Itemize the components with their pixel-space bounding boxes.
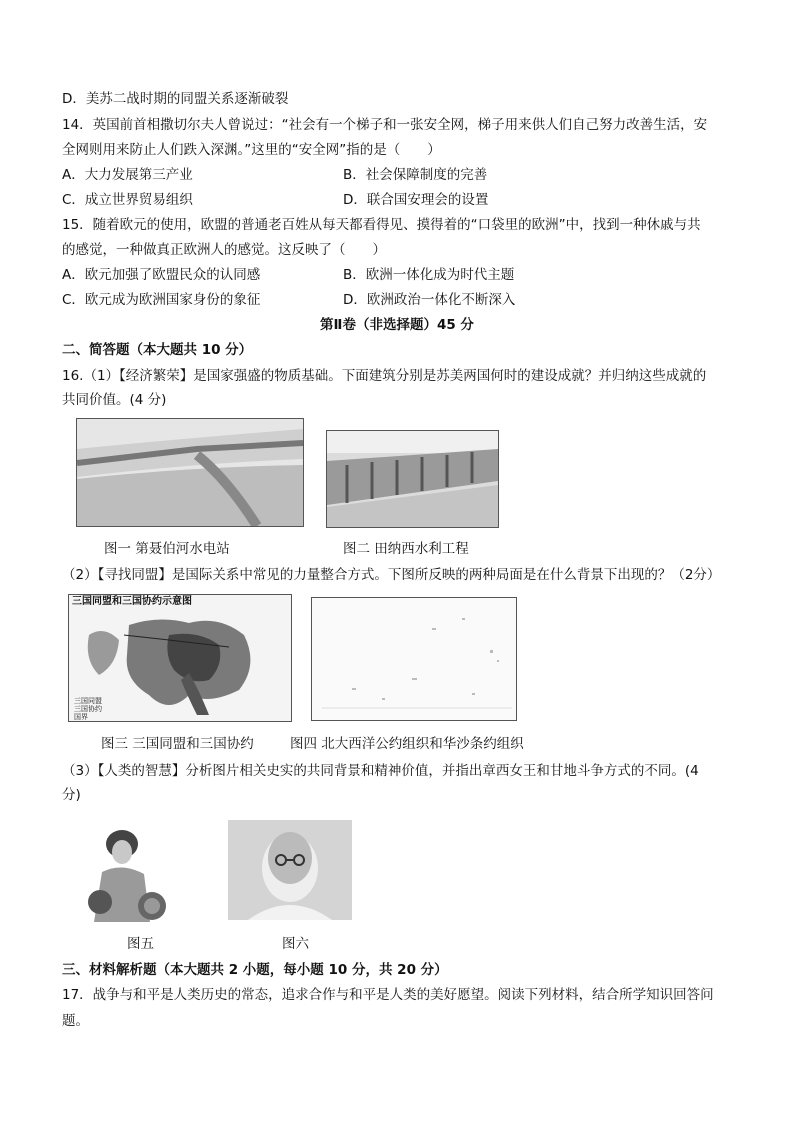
q14-option-d: D．联合国安理会的设置 [343, 192, 489, 208]
figure-3-legend-triple-alliance: 三国同盟 [74, 697, 102, 705]
figure-1-dnieper-hydro-station [76, 418, 304, 527]
q15-option-d: D．欧洲政治一体化不断深入 [343, 292, 516, 308]
q15-option-b: B．欧洲一体化成为时代主题 [343, 267, 515, 283]
q16-part3-line2: 分) [62, 787, 81, 803]
q16-part2-line: （2）【寻找同盟】是国际关系中常见的力量整合方式。下图所反映的两种局面是在什么背景下出现的？（2分） [62, 567, 721, 583]
section3-title: 三、材料解析题（本大题共 2 小题，每小题 10 分，共 20 分） [62, 962, 448, 978]
figure-5-queen-portrait [72, 822, 172, 922]
map-illustration [69, 595, 291, 721]
figure-4-caption: 图四 北大西洋公约组织和华沙条约组织 [290, 736, 524, 752]
dam-illustration [77, 419, 303, 526]
q14-option-a: A．大力发展第三产业 [62, 167, 193, 183]
q16-part1-line2: 共同价值。(4 分) [62, 392, 167, 408]
q14-stem-line1: 14．英国前首相撒切尔夫人曾说过：“社会有一个梯子和一张安全网，梯子用来供人们自己努力改善生活，安 [62, 117, 708, 133]
figure-3-caption: 图三 三国同盟和三国协约 [101, 736, 254, 752]
q14-option-c: C．成立世界贸易组织 [62, 192, 193, 208]
q15-stem-line2: 的感觉，一种做真正欧洲人的感觉。这反映了（ ） [62, 242, 386, 258]
faded-map-illustration [312, 598, 516, 720]
figure-2-caption: 图二 田纳西水利工程 [343, 541, 469, 557]
q15-stem-line1: 15．随着欧元的使用，欧盟的普通老百姓从每天都看得见、摸得着的“口袋里的欧洲”中，找到一种休戚与共 [62, 217, 701, 233]
figure-3-map-title: 三国同盟和三国协约示意图 [72, 596, 192, 607]
figure-5-caption: 图五 [127, 936, 154, 952]
q16-part1-line1: 16.（1）【经济繁荣】是国家强盛的物质基础。下面建筑分别是苏美两国何时的建设成就？并归纳这些成就的 [62, 368, 707, 384]
figure-1-caption: 图一 第聂伯河水电站 [104, 541, 230, 557]
figure-6-gandhi-portrait [228, 820, 352, 920]
q15-option-c: C．欧元成为欧洲国家身份的象征 [62, 292, 261, 308]
figure-3-legend-triple-entente: 三国协约 [74, 705, 102, 713]
q16-part3-line1: （3）【人类的智慧】分析图片相关史实的共同背景和精神价值，并指出章西女王和甘地斗争方式的不同。(4 [62, 763, 699, 779]
figure-3-legend-border: 国界 [74, 713, 88, 721]
figure-4-nato-warsaw-map [311, 597, 517, 721]
queen-illustration [72, 822, 172, 922]
part2-title: 第Ⅱ卷（非选择题）45 分 [320, 317, 474, 333]
q17-line2: 题。 [62, 1013, 89, 1029]
q14-option-b: B．社会保障制度的完善 [343, 167, 488, 183]
figure-2-tennessee-water-project [326, 430, 499, 528]
q17-line1: 17．战争与和平是人类历史的常态，追求合作与和平是人类的美好愿望。阅读下列材料，结合所学知识回答问 [62, 987, 714, 1003]
q15-option-a: A．欧元加强了欧盟民众的认同感 [62, 267, 261, 283]
q13-option-d: D．美苏二战时期的同盟关系逐渐破裂 [62, 91, 289, 107]
section2-title: 二、简答题（本大题共 10 分） [62, 342, 253, 358]
tva-dam-illustration [327, 431, 498, 527]
gandhi-illustration [228, 820, 352, 920]
figure-6-caption: 图六 [282, 936, 309, 952]
q14-stem-line2: 全网则用来防止人们跌入深渊。”这里的“安全网”指的是（ ） [62, 142, 441, 158]
